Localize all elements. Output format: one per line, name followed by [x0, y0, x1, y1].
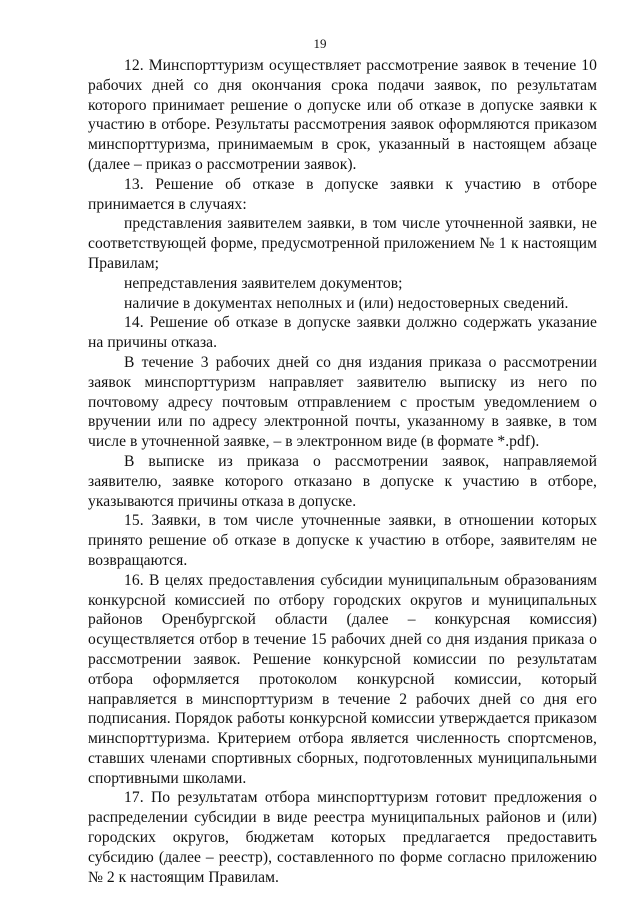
document-body	[88, 56, 597, 887]
paragraph-17: 17. По результатам отбора минспорттуризм готовит предложения о распределении субсидии в виде реестра муниципальных районов и (или) городских округов, бюджетам которых предлагается предоставить субсидию (далее – реестр), составленного по форме согласно приложению № 2 к настоящим Правилам.	[88, 789, 597, 886]
paragraph-16: 16. В целях предоставления субсидии муниципальным образованиям конкурсной комиссией по отбору городских округов и муниципальных районов Оренбургской области (далее – конкурсная комиссия) осуществляется отбор в течение 15 рабочих дней со дня издания приказа о рассмотрении заявок. Решение конкурсной комиссии по результатам отбора оформляется протоколом конкурсной комиссии, который направляется в минспорттуризм в течение 2 рабочих дней со дня его подписания. Порядок работы конкурсной комиссии утверждается приказом минспорттуризма. Критерием отбора является численность спортсменов, ставших членами спортивных сборных, подготовленных муниципальными спортивными школами.	[88, 571, 597, 787]
paragraph-13-case-2: непредставления заявителем документов;	[124, 274, 403, 292]
paragraph-14: 14. Решение об отказе в допуске заявки должно содержать указание на причины отказа.	[88, 314, 597, 352]
paragraph-14-notification: В течение 3 рабочих дней со дня издания приказа о рассмотрении заявок минспорттуризм направляет заявителю выписку из него по почтовому адресу почтовым отправлением с простым уведомлением о вручении или по адресу электронной почты, указанному в заявке, в том числе в уточненной заявке, – в электронном виде (в формате *.pdf).	[88, 353, 597, 451]
page-number: 19	[313, 36, 327, 51]
paragraph-12: 12. Минспорттуризм осуществляет рассмотрение заявок в течение 10 рабочих дней со дня окончания срока подачи заявок, по результатам которого принимает решение о допуске или об отказе в допуске заявки к участию в отборе. Результаты рассмотрения заявок оформляются приказом минспорттуризма, принимаемым в срок, указанный в настоящем абзаце (далее – приказ о рассмотрении заявок).	[88, 57, 597, 173]
paragraph-13: 13. Решение об отказе в допуске заявки к участию в отборе принимается в случаях:	[88, 175, 597, 213]
paragraph-14-extract: В выписке из приказа о рассмотрении заявок, направляемой заявителю, заявке которого отказано в допуске к участию в отборе, указываются причины отказа в допуске.	[88, 452, 597, 510]
paragraph-15: 15. Заявки, в том числе уточненные заявки, в отношении которых принято решение об отказе в допуске к участию в отборе, заявителям не возвращаются.	[88, 512, 597, 569]
paragraph-13-case-1: представления заявителем заявки, в том числе уточненной заявки, не соответствующей форме, предусмотренной приложением № 1 к настоящим Правилам;	[88, 215, 597, 272]
paragraph-13-case-3: наличие в документах неполных и (или) недостоверных сведений.	[124, 294, 569, 312]
